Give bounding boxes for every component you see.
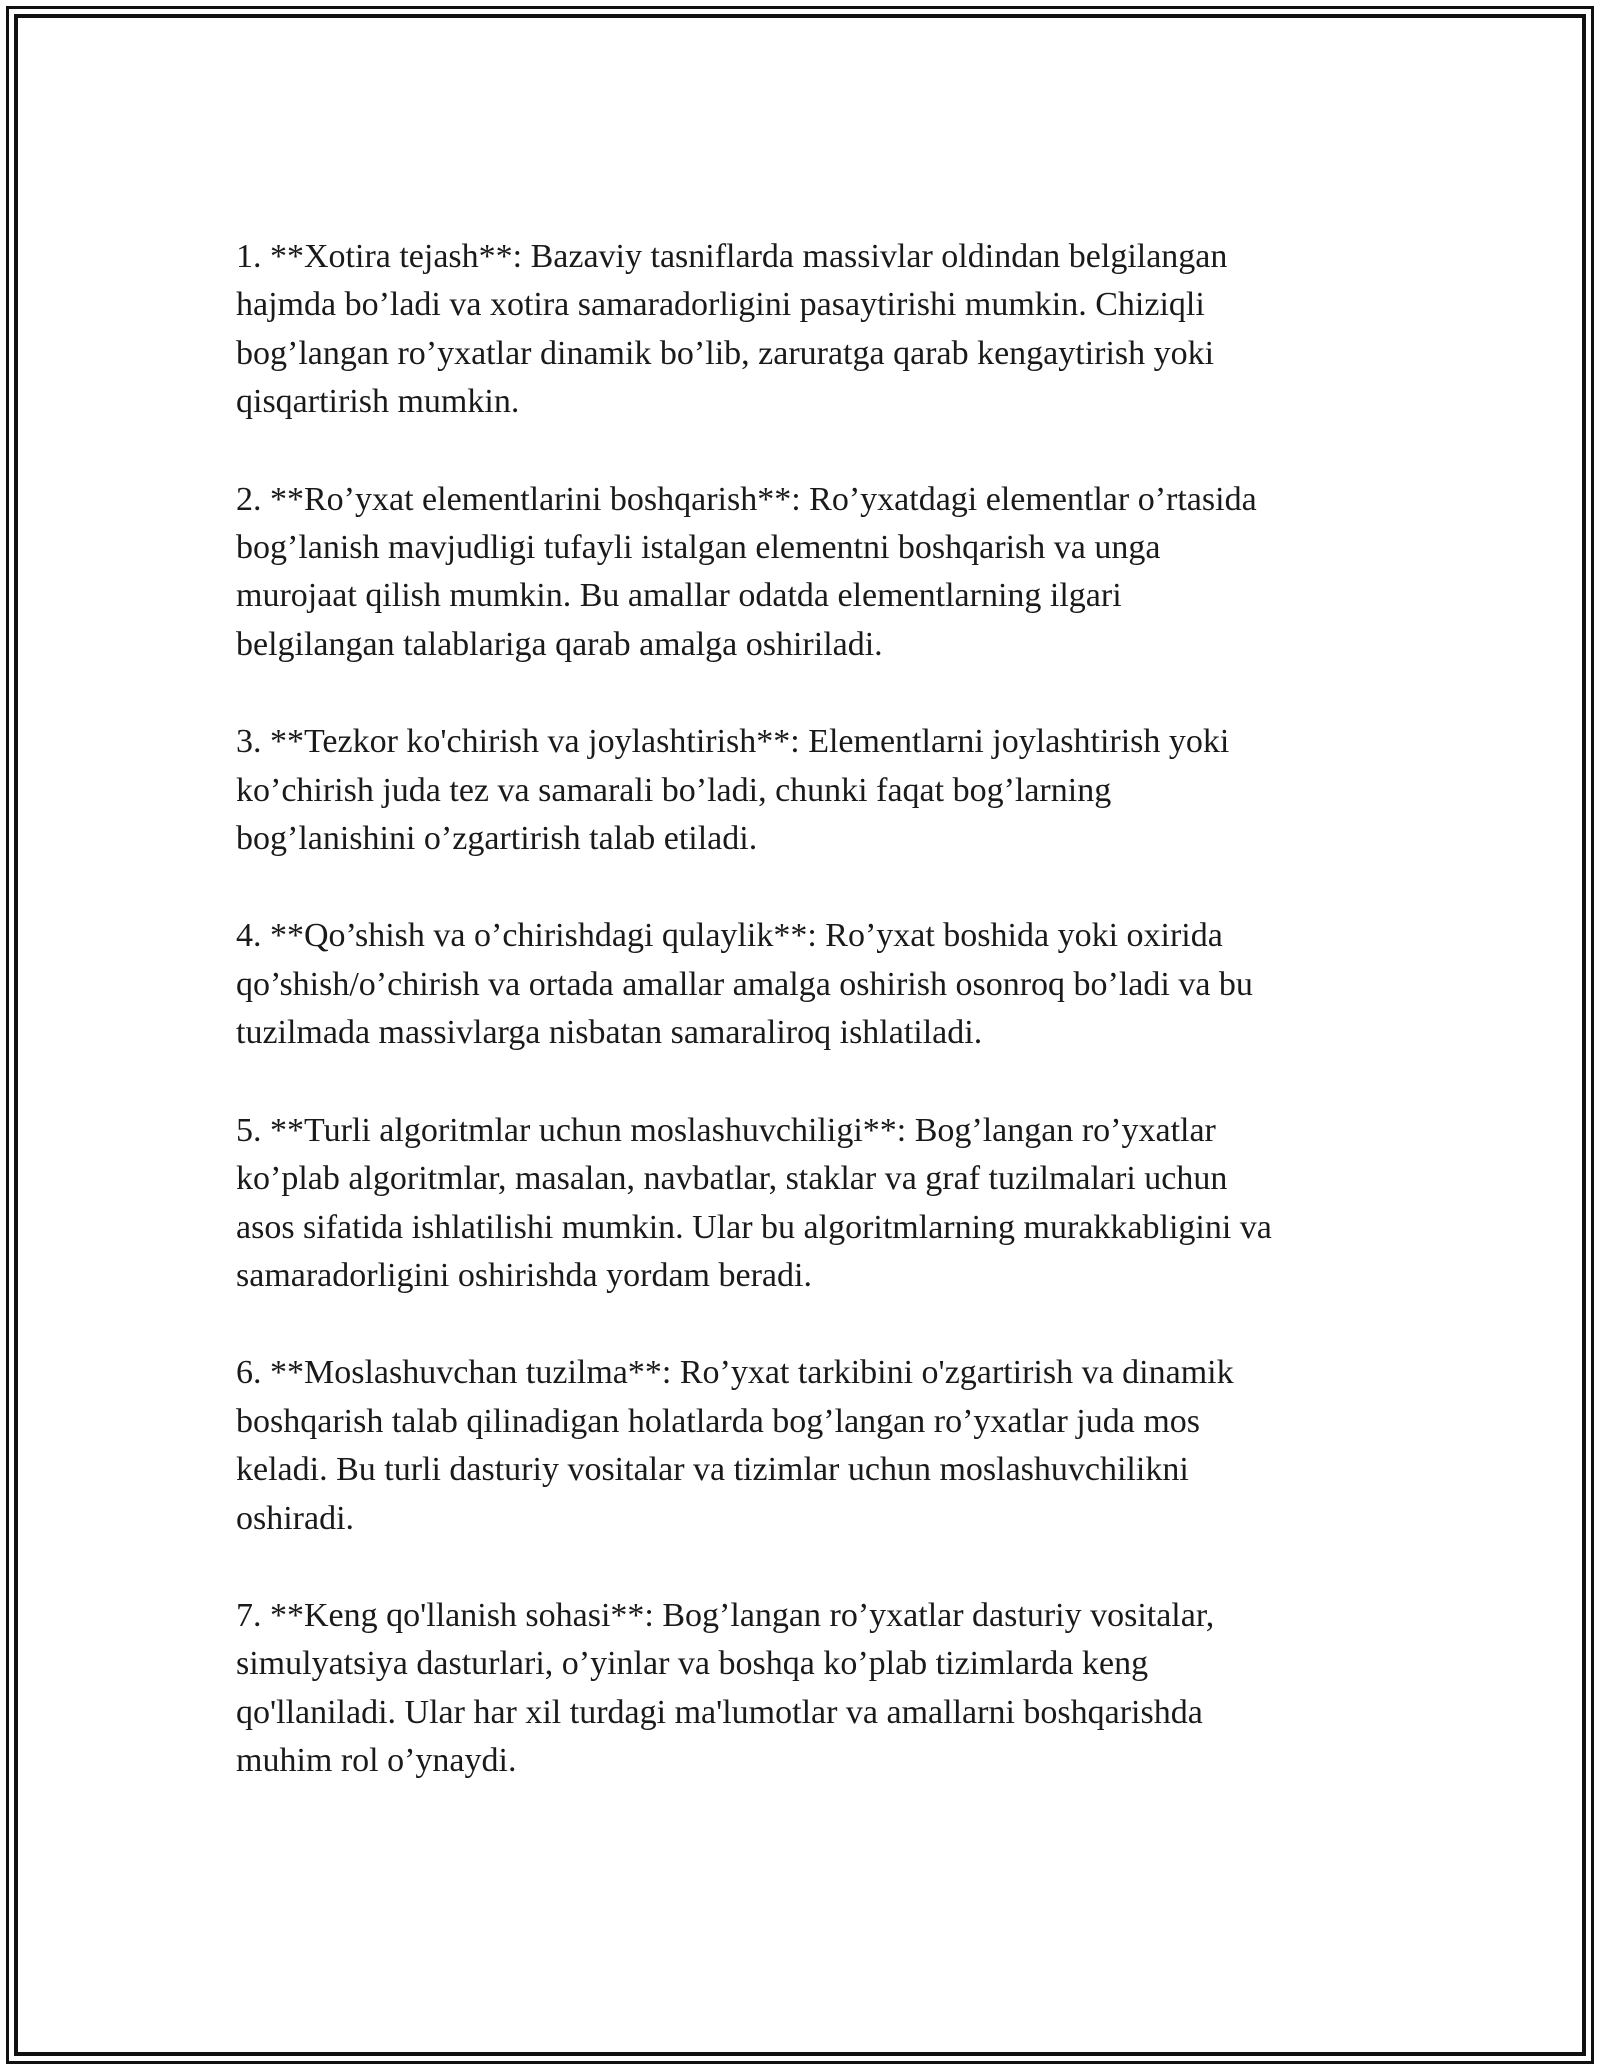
text-line: oshiradi.: [236, 1499, 355, 1537]
text-line: asos sifatida ishlatilishi mumkin. Ular bu algoritmlarning murakkabligini va: [236, 1208, 1272, 1246]
text-line: 2. **Ro’yxat elementlarini boshqarish**: Ro’yxatdagi elementlar o’rtasida: [236, 480, 1257, 518]
text-line: qisqartirish mumkin.: [236, 383, 520, 421]
paragraph-7: [236, 1592, 1376, 1786]
text-line: keladi. Bu turli dasturiy vositalar va tizimlar uchun moslashuvchilikni: [236, 1451, 1189, 1489]
text-line: samaradorligini oshirishda yordam beradi.: [236, 1256, 812, 1294]
text-line: 4. **Qo’shish va o’chirishdagi qulaylik**: Ro’yxat boshida yoki oxirida: [236, 917, 1223, 955]
text-line: boshqarish talab qilinadigan holatlarda bog’langan ro’yxatlar juda mos: [236, 1402, 1201, 1440]
text-line: tuzilmada massivlarga nisbatan samaraliroq ishlatiladi.: [236, 1014, 983, 1052]
text-line: qo'llaniladi. Ular har xil turdagi ma'lumotlar va amallarni boshqarishda: [236, 1693, 1203, 1731]
document-body: [236, 233, 1376, 1835]
text-line: ko’chirish juda tez va samarali bo’ladi, chunki faqat bog’larning: [236, 771, 1112, 809]
text-line: ko’plab algoritmlar, masalan, navbatlar, staklar va graf tuzilmalari uchun: [236, 1160, 1228, 1198]
paragraph-4: [236, 912, 1376, 1057]
paragraph-2: [236, 476, 1376, 670]
paragraph-5: [236, 1107, 1376, 1301]
text-line: hajmda bo’ladi va xotira samaradorligini pasaytirishi mumkin. Chiziqli: [236, 286, 1205, 324]
text-line: 5. **Turli algoritmlar uchun moslashuvchiligi**: Bog’langan ro’yxatlar: [236, 1111, 1216, 1149]
text-line: muhim rol o’ynaydi.: [236, 1742, 517, 1780]
text-line: murojaat qilish mumkin. Bu amallar odatda elementlarning ilgari: [236, 577, 1122, 615]
text-line: bog’langan ro’yxatlar dinamik bo’lib, zaruratga qarab kengaytirish yoki: [236, 334, 1215, 372]
paragraph-6: [236, 1349, 1376, 1543]
text-line: simulyatsiya dasturlari, o’yinlar va boshqa ko’plab tizimlarda keng: [236, 1645, 1149, 1683]
text-line: 3. **Tezkor ko'chirish va joylashtirish**: Elementlarni joylashtirish yoki: [236, 723, 1230, 761]
text-line: bog’lanishini o’zgartirish talab etiladi.: [236, 820, 758, 858]
text-line: qo’shish/o’chirish va ortada amallar amalga oshirish osonroq bo’ladi va bu: [236, 965, 1253, 1003]
text-line: 1. **Xotira tejash**: Bazaviy tasniflarda massivlar oldindan belgilangan: [236, 238, 1228, 275]
text-line: 6. **Moslashuvchan tuzilma**: Ro’yxat tarkibini o'zgartirish va dinamik: [236, 1354, 1234, 1392]
paragraph-1: [236, 233, 1376, 427]
paragraph-3: [236, 718, 1376, 863]
text-line: bog’lanish mavjudligi tufayli istalgan elementni boshqarish va unga: [236, 529, 1161, 567]
text-line: 7. **Keng qo'llanish sohasi**: Bog’langan ro’yxatlar dasturiy vositalar,: [236, 1596, 1215, 1634]
text-line: belgilangan talablariga qarab amalga oshiriladi.: [236, 625, 883, 663]
